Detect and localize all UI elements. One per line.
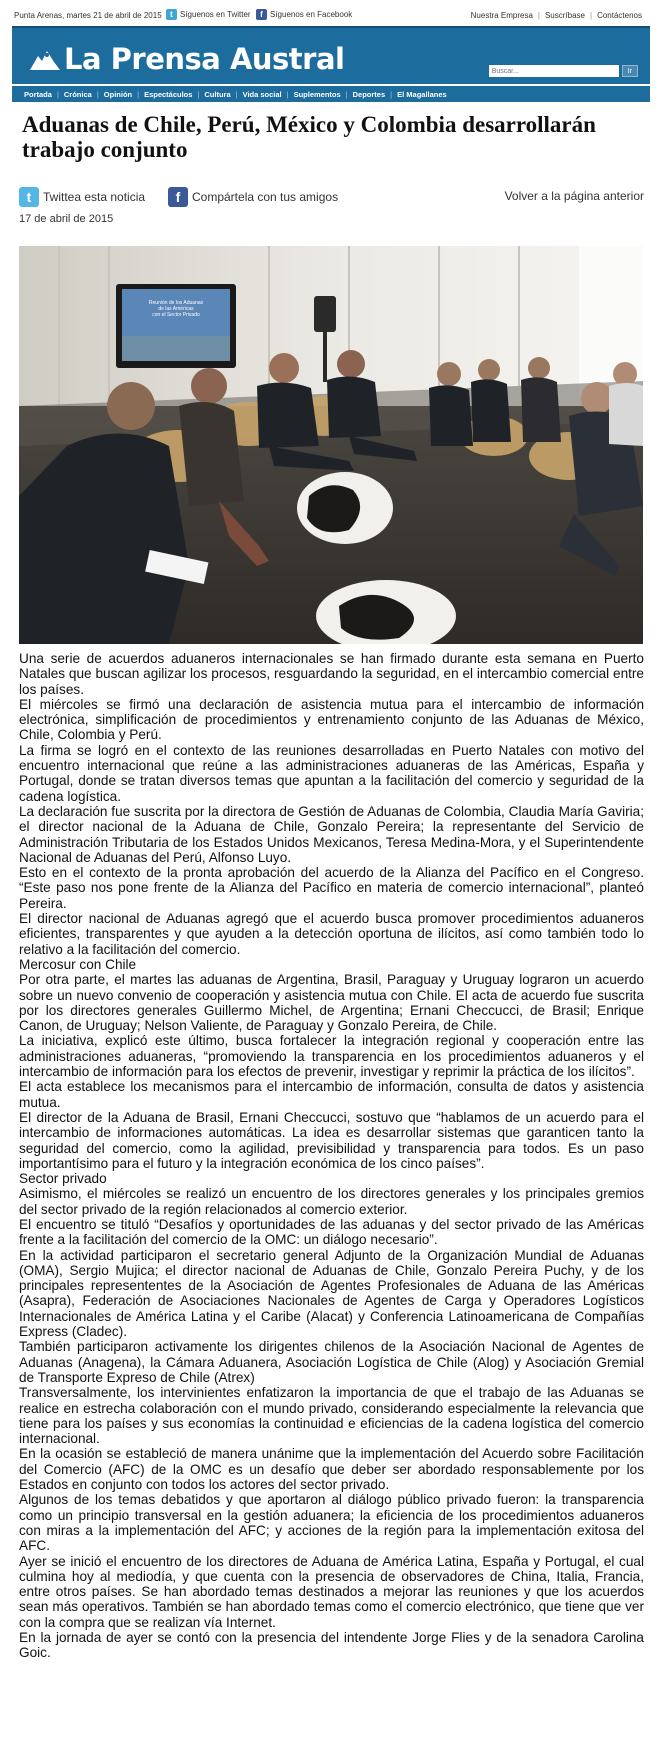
nav-espectaculos[interactable]: Espectáculos <box>144 89 193 99</box>
meeting-photo-illustration <box>19 246 643 644</box>
share-label: Compártela con tus amigos <box>192 190 339 204</box>
search-form <box>489 65 638 77</box>
article-paragraph: Esto en el contexto de la pronta aprobación del acuerdo de la Alianza del Pacífico en el Congreso. “Este paso nos pone frente de la Alianza del Pacífico en materia de comercio internacional”, planteó Pereira. <box>19 865 644 911</box>
top-links <box>471 11 642 20</box>
penguin-logo-icon <box>28 46 62 72</box>
article-paragraph: En la jornada de ayer se contó con la presencia del intendente Jorge Flies y de la senadora Carolina Goic. <box>19 1630 644 1661</box>
contactenos-link[interactable]: Contáctenos <box>597 11 642 20</box>
article-paragraph: El encuentro se tituló “Desafíos y oportunidades de las aduanas y del sector privado de las Américas frente a la facilitación del comercio de la OMC: un diálogo necesario”. <box>19 1216 644 1248</box>
article-paragraph: La firma se logró en el contexto de las reuniones desarrolladas en Puerto Natales con motivo del encuentro internacional que reúne a las administraciones aduaneras de las Américas, España y Portugal, donde se tratan diversos temas que apuntan a la facilitación del comercio y seguridad de la cadena logística. <box>19 742 644 804</box>
article-paragraph: En la ocasión se estableció de manera unánime que la implementación del Acuerdo sobre Facilitación del Comercio (AFC) de la OMC es un desafío que deber ser abordado responsablemente por los Estados en conjunto con todos los actores del sector privado. <box>19 1446 644 1493</box>
facebook-share-button[interactable] <box>168 187 338 207</box>
article-title: Aduanas de Chile, Perú, México y Colombia desarrollarán trabajo conjunto <box>22 112 596 162</box>
article-subheading: Mercosur con Chile <box>19 956 137 972</box>
tweet-button[interactable] <box>19 187 145 207</box>
article-paragraph: Ayer se inició el encuentro de los directores de Aduana de América Latina, España y Portugal, el cual culmina hoy al mediodía, y que cuenta con la presencia de observadores de China, Italia, Francia, entre otros países. Se han abordado temas destinados a mejorar las reuniones y que los acuerdos sean más operativos. También se han abordado temas como el comercio electrónico, que tiene que ver con la compra que se realizan vía Internet. <box>19 1553 644 1630</box>
nav-el-magallanes[interactable]: El Magallanes <box>397 89 447 99</box>
article-paragraph: Asimismo, el miércoles se realizó un encuentro de los directores generales y los principales gremios del sector privado de la región relacionados al comercio exterior. <box>19 1186 644 1217</box>
suscribase-link[interactable]: Suscríbase <box>544 11 585 20</box>
nuestra-empresa-link[interactable]: Nuestra Empresa <box>470 11 533 20</box>
back-link[interactable]: Volver a la página anterior <box>504 189 644 203</box>
twitter-follow-link[interactable] <box>166 9 251 20</box>
search-input[interactable] <box>489 65 619 77</box>
screen-caption: Reunión de los Aduanas de las Américas con el Sector Privado <box>148 300 204 318</box>
current-date: Punta Arenas, martes 21 de abril de 2015 <box>14 11 162 20</box>
article-paragraph: Por otra parte, el martes las aduanas de Argentina, Brasil, Paraguay y Uruguay lograron un acuerdo sobre un nuevo convenio de cooperación y asistencia mutua con Chile. El acta de acuerdo fue suscrita por los directores generales Guillermo Michel, de Argentina; Ernani Checcucci, de Brasil; Enrique Canon, de Uruguay; Nelson Valiente, de Paraguay y Gonzalo Pereira, de Chile. <box>19 972 644 1034</box>
nav-portada[interactable]: Portada <box>24 89 52 99</box>
nav-suplementos[interactable]: Suplementos <box>293 89 341 99</box>
separator: | <box>537 11 540 20</box>
twitter-icon: t <box>166 9 177 20</box>
section-nav <box>12 86 650 102</box>
facebook-icon: f <box>256 9 267 20</box>
nav-separator: | <box>235 89 238 99</box>
share-bar <box>19 187 644 209</box>
nav-deportes[interactable]: Deportes <box>352 89 386 99</box>
article-paragraph: El acta establece los mecanismos para el intercambio de información, consulta de datos y asistencia mutua. <box>19 1079 644 1110</box>
facebook-icon: f <box>168 187 188 207</box>
nav-separator: | <box>197 89 200 99</box>
nav-vida-social[interactable]: Vida social <box>242 89 282 99</box>
nav-cronica[interactable]: Crónica <box>63 89 92 99</box>
nav-separator: | <box>96 89 99 99</box>
article-subheading: Sector privado <box>19 1171 107 1187</box>
article-paragraph: El director nacional de Aduanas agregó que el acuerdo busca promover procedimientos aduaneros eficientes, transparentes y que ayuden a la detección oportuna de ilícitos, así como también todo lo relativo a la facilitación del comercio. <box>19 911 644 957</box>
publication-date: 17 de abril de 2015 <box>19 213 114 225</box>
article-paragraph: Una serie de acuerdos aduaneros internacionales se han firmado durante esta semana en Puerto Natales que buscan agilizar los procesos, resguardando la seguridad, en el intercambio comercial entre los países. <box>19 651 644 697</box>
separator: | <box>590 11 593 20</box>
article-paragraph: Transversalmente, los intervinientes enfatizaron la importancia de que el trabajo de las Aduanas se realice en estrecha colaboración con el mundo privado, considerando especialmente la relevancia que tiene para los países y sus economías la continuidad e eficiencias de la cadena logística del comercio internacional. <box>19 1385 644 1447</box>
facebook-follow-link[interactable] <box>256 9 352 20</box>
nav-separator: | <box>286 89 289 99</box>
tweet-label: Twittea esta noticia <box>43 190 146 204</box>
nav-cultura[interactable]: Cultura <box>204 89 231 99</box>
masthead <box>12 26 650 84</box>
article-paragraph: La declaración fue suscrita por la directora de Gestión de Aduanas de Colombia, Claudia María Gaviria; el director nacional de la Aduana de Chile, Gonzalo Pereira; la representante del Servicio de Administración Tributaria de los Estados Unidos Mexicanos, Teresa Medina-Mora, y el Superintendente Nacional de Aduanas del Perú, Alfonso Luyo. <box>19 803 644 865</box>
facebook-follow-label: Síguenos en Facebook <box>270 10 353 19</box>
article-paragraph: La iniciativa, explicó este último, busca fortalecer la integración regional y cooperación entre las administraciones aduaneras, “promoviendo la transparencia en los procedimientos aduaneros y el intercambio de información para los efectos de prevenir, investigar y reprimir la práctica de los ilícitos”. <box>19 1033 644 1080</box>
article-paragraph: Algunos de los temas debatidos y que aportaron al diálogo público privado fueron: la transparencia como un principio transversal en la gestión aduanera; la eficiencia de los procedimientos aduaneros con miras a la implementación del AFC; y acciones de la región para la implementación exitosa del AFC. <box>19 1492 644 1554</box>
article-body <box>19 651 644 1661</box>
nav-separator: | <box>390 89 393 99</box>
article-paragraph: El miércoles se firmó una declaración de asistencia mutua para el intercambio de información electrónica, simplificación de procedimientos y entrenamiento conjunto de las Aduanas de México, Chile, Colombia y Perú. <box>19 696 644 743</box>
site-name: La Prensa Austral <box>64 42 345 76</box>
article-paragraph: También participaron activamente los dirigentes chilenos de la Asociación Nacional de Agentes de Aduanas (Anagena), la Cámara Aduanera, Asociación Logística de Chile (Alog) y Asociación Gremial de Transporte Expreso de Chile (Atrex) <box>19 1339 644 1385</box>
twitter-icon: t <box>19 187 39 207</box>
search-button[interactable]: Ir <box>622 65 638 77</box>
nav-separator: | <box>137 89 140 99</box>
nav-separator: | <box>56 89 59 99</box>
article-paragraph: El director de la Aduana de Brasil, Ernani Checcucci, sostuvo que “hablamos de un acuerdo para el intercambio de informaciones automáticas. La idea es desarrollar sistemas que garanticen tanto la seguridad del comercio, como la agilidad, previsibilidad y transparencia para todos. Es un paso importantísimo para el futuro y la integración económica de los cinco países”. <box>19 1109 644 1171</box>
article-paragraph: En la actividad participaron el secretario general Adjunto de la Organización Mundial de Aduanas (OMA), Sergio Mujica; el director nacional de Aduanas de Chile, Gonzalo Pereira Puchy, y de los principales represententes de la Asociación de Agentes Profesionales de Aduana de las Américas (Asapra), Federación de Asociaciones Nacionales de Agentes de Carga y Operadores Logísticos Internacionales de América Latina y el Caribe (Alacat) y Conferencia Latinoamericana de Compañías Express (Cladec). <box>19 1247 644 1340</box>
nav-opinion[interactable]: Opinión <box>103 89 133 99</box>
site-logo[interactable] <box>28 42 344 76</box>
article-photo <box>19 246 643 644</box>
nav-separator: | <box>345 89 348 99</box>
top-utility-bar <box>14 8 648 24</box>
twitter-follow-label: Síguenos en Twitter <box>180 10 251 19</box>
